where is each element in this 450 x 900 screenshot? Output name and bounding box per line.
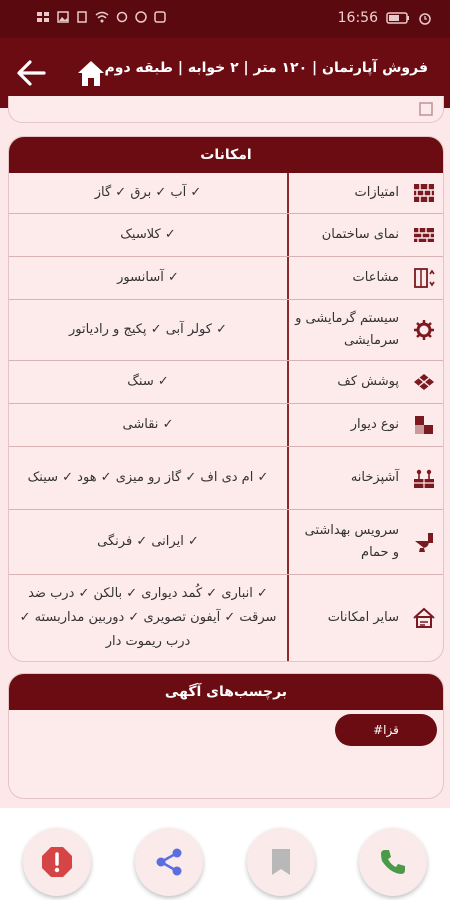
house-other-icon	[412, 606, 436, 630]
previous-card-edge	[8, 96, 444, 123]
home-icon[interactable]	[74, 58, 108, 88]
app-icon	[154, 11, 166, 23]
grid-icon	[36, 11, 50, 23]
table-row	[9, 403, 443, 446]
row-value: ✓ سنگ	[127, 374, 169, 389]
elevator-icon	[412, 266, 436, 290]
row-label: پوشش کف	[287, 361, 405, 403]
row-label: نمای ساختمان	[287, 214, 405, 256]
table-row	[9, 213, 443, 256]
share-button[interactable]	[135, 828, 203, 896]
table-row	[9, 574, 443, 661]
wifi-icon	[95, 11, 109, 23]
tags-header: برچسب‌های آگهی	[9, 674, 443, 710]
clock: 16:56	[337, 10, 378, 26]
row-value: ✓ ام دی اف ✓ گاز رو میزی ✓ هود ✓ سینک	[27, 470, 269, 485]
table-row	[9, 299, 443, 360]
alert-icon	[40, 845, 74, 879]
bottom-action-bar	[0, 808, 450, 900]
sync-icon	[116, 11, 128, 23]
partial-row-icon	[419, 102, 433, 116]
phone-icon	[378, 847, 408, 877]
table-row	[9, 360, 443, 403]
toilet-icon	[412, 530, 436, 554]
tags-list	[9, 710, 443, 796]
status-bar	[0, 0, 450, 38]
row-value: ✓ آسانسور	[117, 270, 179, 285]
bookmark-button[interactable]	[247, 828, 315, 896]
row-value: ✓ کولر آبی ✓ پکیج و رادیاتور	[69, 322, 227, 337]
row-label: امتیازات	[287, 173, 405, 213]
sim-icon	[76, 11, 88, 23]
row-label: آشپزخانه	[287, 447, 405, 509]
row-label: سرویس بهداشتی و حمام	[287, 510, 405, 574]
row-label: سیستم گرمایشی و سرمایشی	[287, 300, 405, 360]
battery-icon	[386, 12, 410, 24]
row-value: ✓ کلاسیک	[120, 227, 176, 242]
whatsapp-icon	[135, 11, 147, 23]
brick-wall-icon	[412, 181, 436, 205]
row-label: سایر امکانات	[287, 575, 405, 661]
image-icon	[57, 11, 69, 23]
back-arrow-icon[interactable]	[14, 58, 48, 88]
alarm-icon	[418, 11, 432, 25]
bookmark-icon	[268, 847, 294, 877]
row-value: ✓ نقاشی	[122, 417, 174, 432]
row-label: مشاعات	[287, 257, 405, 299]
table-row	[9, 173, 443, 213]
amenities-table	[9, 173, 443, 661]
row-value: ✓ آب ✓ برق ✓ گاز	[94, 185, 202, 200]
page-title: فروش آپارتمان | ۱۲۰ متر | ۲ خوابه | طبقه دوم	[104, 60, 428, 76]
report-button[interactable]	[23, 828, 91, 896]
kitchen-icon	[412, 466, 436, 490]
amenities-card	[8, 136, 444, 662]
share-icon	[154, 847, 184, 877]
call-button[interactable]	[359, 828, 427, 896]
table-row	[9, 256, 443, 299]
row-value: ✓ انباری ✓ کُمد دیواری ✓ بالکن ✓ درب ضد سرقت ✓ آیفون تصویری ✓ دوربین مداربسته ✓ درب ریموت دار	[19, 586, 277, 649]
notification-icons	[36, 11, 166, 23]
tag-chip[interactable]: #قزا	[335, 714, 437, 746]
tags-card	[8, 673, 444, 799]
hvac-gear-icon	[412, 318, 436, 342]
row-value: ✓ ایرانی ✓ فرنگی	[97, 534, 199, 549]
row-label: نوع دیوار	[287, 404, 405, 446]
wall-type-icon	[412, 413, 436, 437]
table-row	[9, 446, 443, 509]
facade-icon	[412, 223, 436, 247]
floor-tiles-icon	[412, 370, 436, 394]
amenities-header: امکانات	[9, 137, 443, 173]
table-row	[9, 509, 443, 574]
